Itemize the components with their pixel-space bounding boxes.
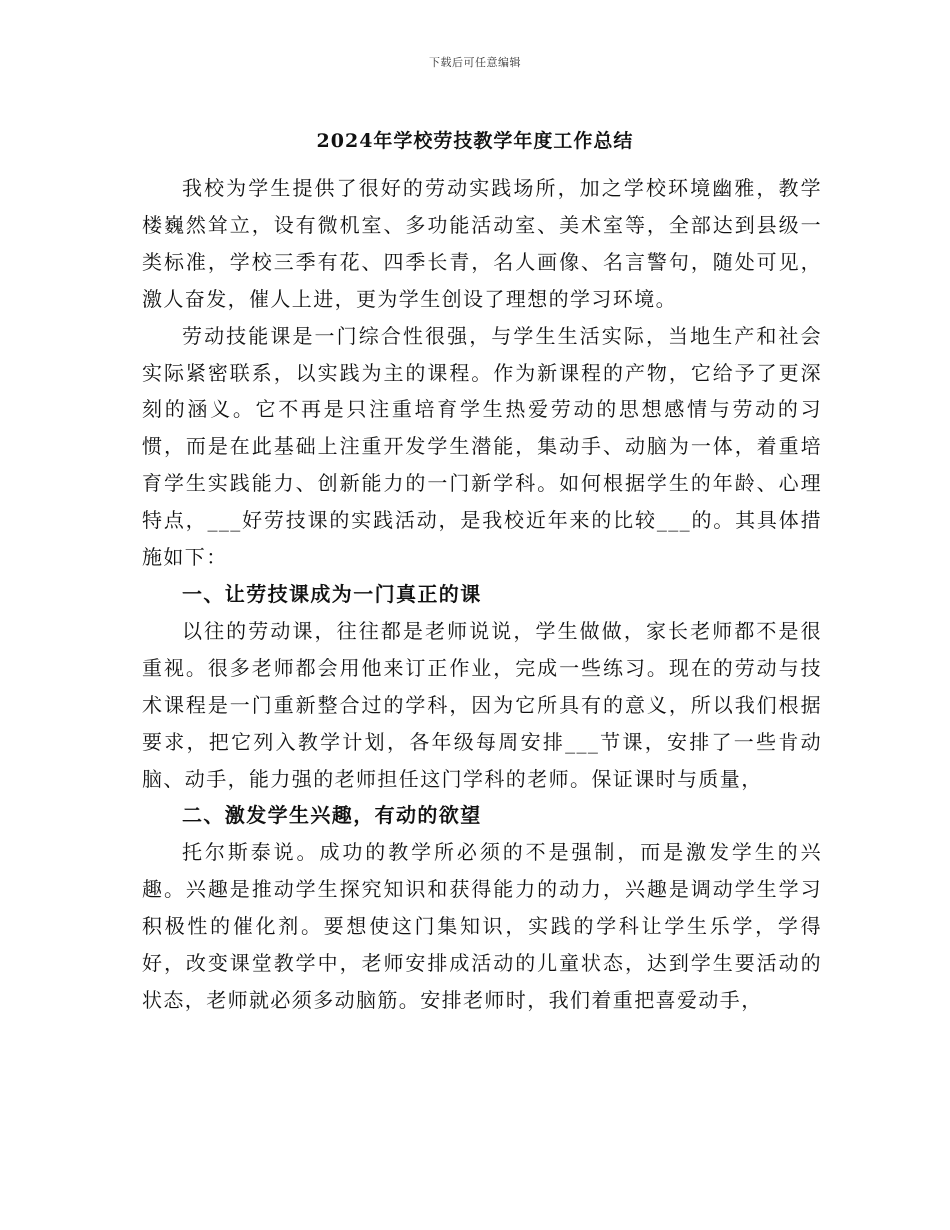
section-heading-1: 一、让劳技课成为一门真正的课 bbox=[182, 581, 482, 606]
section-heading-2: 二、激发学生兴趣，有动的欲望 bbox=[182, 803, 482, 828]
section-paragraph-2: 托尔斯泰说。成功的教学所必须的不是强制，而是激发学生的兴趣。兴趣是推动学生探究知识和获得能力的动力，兴趣是调动学生学习积极性的催化剂。要想使这门集知识，实践的学科让学生乐学，学得好，改变课堂教学中，老师安排成活动的儿童状态，达到学生要活动的状态，老师就必须多动脑筋。安排老师时，我们着重把喜爱动手， bbox=[142, 840, 822, 1012]
document-title: 2024年学校劳技教学年度工作总结 bbox=[316, 130, 634, 152]
paragraph-intro: 我校为学生提供了很好的劳动实践场所，加之学校环境幽雅，教学楼巍然耸立，设有微机室、多功能活动室、美术室等，全部达到县级一类标准，学校三季有花、四季长青，名人画像、名言警句，随处可见，激人奋发，催人上进，更为学生创设了理想的学习环境。 bbox=[142, 176, 822, 311]
paragraph-course-overview: 劳动技能课是一门综合性很强，与学生生活实际，当地生产和社会实际紧密联系，以实践为主的课程。作为新课程的产物，它给予了更深刻的涵义。它不再是只注重培育学生热爱劳动的思想感情与劳动的习惯，而是在此基础上注重开发学生潜能，集动手、动脑为一体，着重培育学生实践能力、创新能力的一门新学科。如何根据学生的年龄、心理特点，___好劳技课的实践活动，是我校近年来的比较___的。其具体措施如下： bbox=[142, 323, 822, 570]
section-paragraph-1: 以往的劳动课，往往都是老师说说，学生做做，家长老师都不是很重视。很多老师都会用他来订正作业，完成一些练习。现在的劳动与技术课程是一门重新整合过的学科，因为它所具有的意义，所以我们根据要求，把它列入教学计划，各年级每周安排___节课，安排了一些肯动脑、动手，能力强的老师担任这门学科的老师。保证课时与质量， bbox=[142, 618, 822, 791]
header-note: 下载后可任意编辑 bbox=[429, 56, 521, 69]
document-body bbox=[142, 170, 822, 1019]
